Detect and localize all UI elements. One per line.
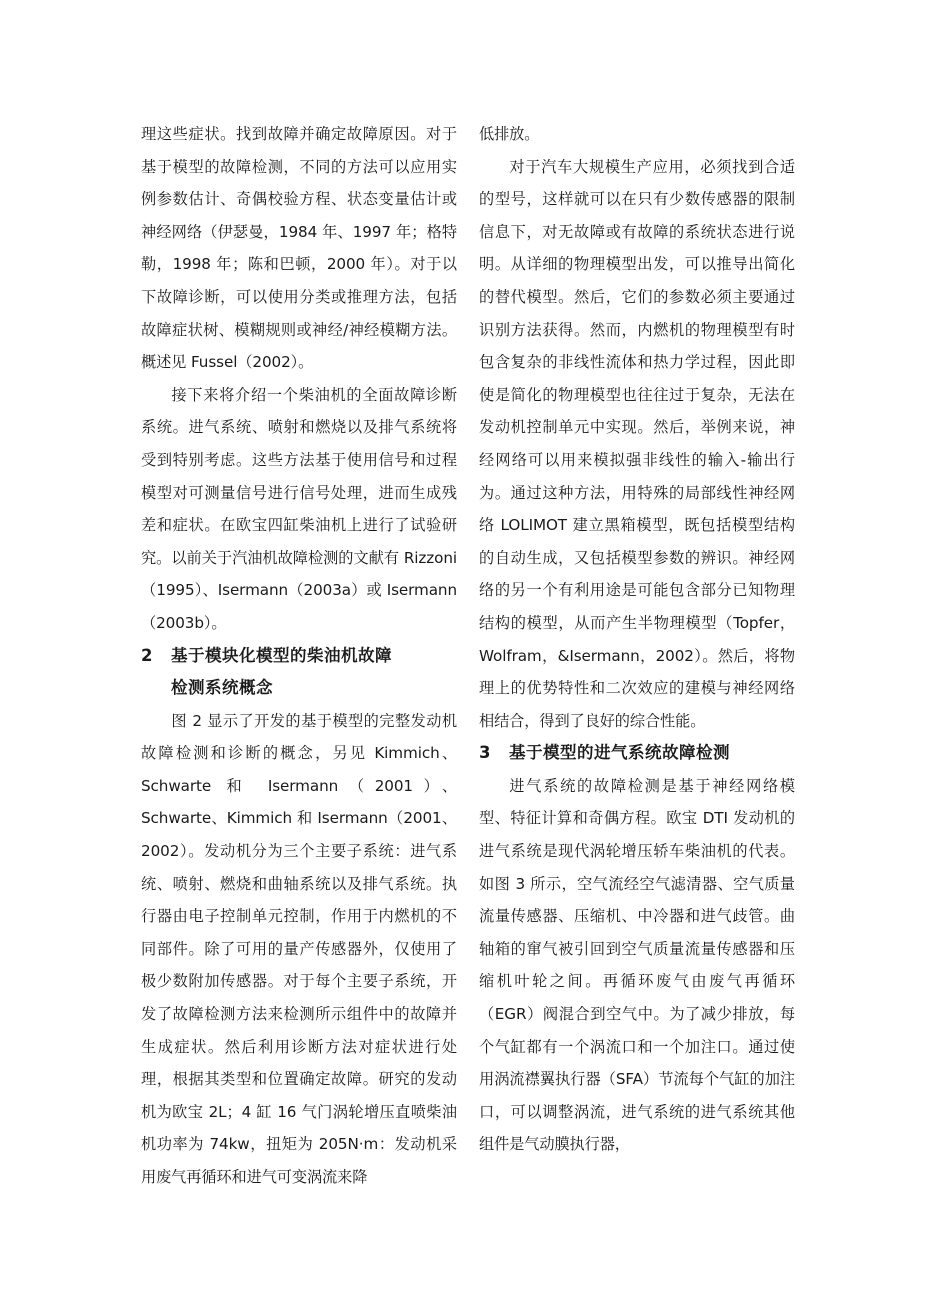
- right-paragraph-1: 低排放。: [479, 125, 540, 143]
- left-paragraph-3: 图 2 显示了开发的基于模型的完整发动机故障检测和诊断的概念，另见 Kimmich、Schwarte 和 Isermann（2001）、Schwarte、Kimmich 和 Isermann（2001、2002）。发动机分为三个主要子系统：进气系统、喷射、燃烧和曲轴系统以及排气系统。执行器由电子控制单元控制，作用于内燃机的不同部件。除了可用的量产传感器外，仅使用了极少数附加传感器。对于每个主要子系统，开发了故障检测方法来检测所示组件中的故障并生成症状。然后利用诊断方法对症状进行处理，根据其类型和位置确定故障。研究的发动机为欧宝 2L；4 缸 16 气门涡轮增压直喷柴油机功率为 74kw，扭矩为 205N·m：发动机采用废气再循环和进气可变涡流来降: [141, 711, 457, 1186]
- left-paragraph-2: 接下来将介绍一个柴油机的全面故障诊断系统。进气系统、喷射和燃烧以及排气系统将受到特别考虑。这些方法基于使用信号和过程模型对可测量信号进行信号处理，进而生成残差和症状。在欧宝四缸柴油机上进行了试验研究。以前关于汽油机故障检测的文献有 Rizzoni（1995）、Isermann（2003a）或 Isermann（2003b）。: [141, 385, 457, 632]
- left-column: [141, 118, 457, 1194]
- section-3-heading: [479, 737, 795, 770]
- right-paragraph-3: 进气系统的故障检测是基于神经网络模型、特征计算和奇偶方程。欧宝 DTI 发动机的进气系统是现代涡轮增压轿车柴油机的代表。如图 3 所示，空气流经空气滤清器、空气质量流量传感器、压缩机、中冷器和进气歧管。曲轴箱的窜气被引回到空气质量流量传感器和压缩机叶轮之间。再循环废气由废气再循环（EGR）阀混合到空气中。为了减少排放，每个气缸都有一个涡流口和一个加注口。通过使用涡流襟翼执行器（SFA）节流每个气缸的加注口，可以调整涡流，进气系统的进气系统其他组件是气动膜执行器，: [479, 776, 795, 1154]
- section-3-number: 3: [479, 743, 491, 763]
- section-2-number: 2: [141, 645, 153, 665]
- section-2-title-line1: 基于模块化模型的柴油机故障: [171, 645, 392, 665]
- section-2-heading: [141, 640, 457, 705]
- section-2-title-line2: 检测系统概念: [171, 678, 273, 698]
- left-paragraph-1: 理这些症状。找到故障并确定故障原因。对于基于模型的故障检测，不同的方法可以应用实例参数估计、奇偶校验方程、状态变量估计或神经网络（伊瑟曼，1984 年、1997 年；格特勒，1998 年；陈和巴顿，2000 年）。对于以下故障诊断，可以使用分类或推理方法，包括故障症状树、模糊规则或神经/神经模糊方法。概述见 Fussel（2002）。: [141, 125, 457, 372]
- section-3-title: 基于模型的进气系统故障检测: [509, 743, 730, 763]
- right-paragraph-2: 对于汽车大规模生产应用，必须找到合适的型号，这样就可以在只有少数传感器的限制信息下，对无故障或有故障的系统状态进行说明。从详细的物理模型出发，可以推导出简化的替代模型。然后，它们的参数必须主要通过识别方法获得。然而，内燃机的物理模型有时包含复杂的非线性流体和热力学过程，因此即使是简化的物理模型也往往过于复杂，无法在发动机控制单元中实现。然后，举例来说，神经网络可以用来模拟强非线性的输入-输出行为。通过这种方法，用特殊的局部线性神经网络 LOLIMOT 建立黑箱模型，既包括模型结构的自动生成，又包括模型参数的辨识。神经网络的另一个有利用途是可能包含部分已知物理结构的模型，从而产生半物理模型（Topfer，Wolfram，&Isermann，2002）。然后，将物理上的优势特性和二次效应的建模与神经网络相结合，得到了良好的综合性能。: [479, 157, 795, 730]
- right-column: [479, 118, 795, 1161]
